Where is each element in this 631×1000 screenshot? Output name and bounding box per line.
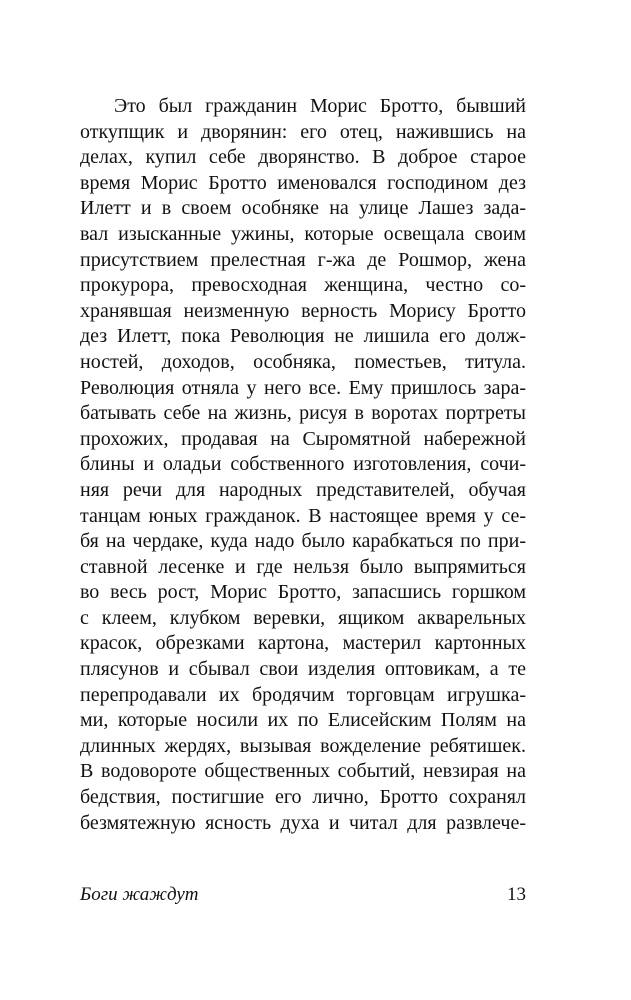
text-line: ми, которые носили их по Елисейским Полям на — [80, 709, 526, 732]
text-line: прокурора, превосходная женщина, честно со- — [80, 274, 526, 297]
text-line: плясунов и сбывал свои изделия оптовикам, а те — [80, 658, 526, 681]
text-line: танцам юных гражданок. В настоящее время у се- — [80, 504, 526, 527]
body-paragraph — [80, 94, 526, 836]
running-title: Боги жаждут — [80, 884, 199, 905]
text-line: батывать себе на жизнь, рисуя в воротах портреты — [80, 402, 526, 425]
page-footer — [80, 884, 526, 910]
text-line: безмятежную ясность духа и читал для развлече- — [80, 811, 526, 834]
text-line: делах, купил себе дворянство. В доброе старое — [80, 146, 526, 169]
text-line: с клеем, клубком веревки, ящиком акварельных — [80, 606, 526, 629]
text-line: няя речи для народных представителей, обучая — [80, 478, 526, 501]
text-line: красок, обрезками картона, мастерил картонных — [80, 632, 526, 655]
text-line: В водовороте общественных событий, невзирая на — [80, 760, 526, 783]
text-line: ностей, доходов, особняка, поместьев, титула. — [80, 350, 526, 373]
text-line: во весь рост, Морис Бротто, запасшись горшком — [80, 581, 526, 604]
text-line: дез Илетт, пока Революция не лишила его долж- — [80, 325, 526, 348]
text-line: бедствия, постигшие его лично, Бротто сохранял — [80, 786, 526, 809]
text-line: Революция отняла у него все. Ему пришлось зара- — [80, 376, 526, 399]
text-line: ставной лесенке и где нельзя было выпрямиться — [80, 555, 526, 578]
text-line: длинных жердях, вызывая вожделение ребятишек. — [80, 734, 526, 757]
text-line: время Морис Бротто именовался господином дез — [80, 171, 526, 194]
text-line: присутствием прелестная г-жа де Рошмор, жена — [80, 248, 526, 271]
text-line: Это был гражданин Морис Бротто, бывший — [114, 95, 526, 117]
text-line: прохожих, продавая на Сыромятной набережной — [80, 427, 526, 450]
text-line: откупщик и дворянин: его отец, нажившись на — [80, 120, 526, 143]
text-line: хранявшая неизменную верность Морису Бротто — [80, 299, 526, 322]
text-line: Илетт и в своем особняке на улице Лашез зада- — [80, 197, 526, 220]
text-line: бя на чердаке, куда надо было карабкаться по при- — [80, 530, 526, 553]
text-line: вал изысканные ужины, которые освещала своим — [80, 222, 526, 245]
text-line: перепродавали их бродячим торговцам игрушка- — [80, 683, 526, 706]
text-line: блины и оладьи собственного изготовления, сочи- — [80, 453, 526, 476]
page-number: 13 — [507, 884, 526, 905]
